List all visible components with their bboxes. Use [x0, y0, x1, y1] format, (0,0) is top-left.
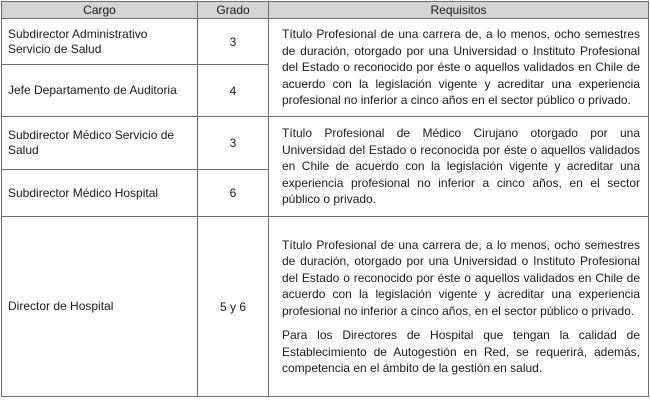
requirements-table: [1, 1, 649, 397]
header-row: [2, 2, 649, 19]
grado-cell: 5 y 6: [198, 217, 269, 397]
grado-cell: 3: [198, 117, 269, 170]
requisitos-text: Título Profesional de una carrera de, a lo menos, ocho semestres de duración, otorgado por una Universidad o Instituto Profesional del Estado o reconocido por éste o aquellos validados en Chile de acuerdo con la legislación vigente y acreditar una experiencia profesional no inferior a cinco años, en el sector público o privado.: [282, 237, 640, 318]
requisitos-cell: [269, 19, 649, 117]
header-grado: Grado: [198, 2, 269, 19]
grado-cell: 4: [198, 65, 269, 117]
requisitos-text: Título Profesional de Médico Cirujano otorgado por una Universidad del Estado o reconocida por éste o aquellos validados en Chile de acuerdo con la legislación vigente y acreditar una experiencia profesional no inferior a cinco años, en el sector público o privado.: [282, 126, 640, 207]
table-row: [2, 19, 649, 65]
cargo-cell: Jefe Departamento de Auditoria: [2, 65, 198, 117]
cargo-cell: Director de Hospital: [2, 217, 198, 397]
grado-cell: 6: [198, 170, 269, 217]
requisitos-cell: [269, 217, 649, 397]
cargo-cell: Subdirector Médico Hospital: [2, 170, 198, 217]
table-row: [2, 117, 649, 170]
header-cargo: Cargo: [2, 2, 198, 19]
header-requisitos: Requisitos: [269, 2, 649, 19]
cargo-cell: Subdirector Administrativo Servicio de Salud: [2, 19, 198, 65]
requisitos-cell: [269, 117, 649, 217]
requisitos-text: Título Profesional de una carrera de, a lo menos, ocho semestres de duración, otorgado por una Universidad o Instituto Profesional del Estado o reconocido por éste o aquellos validados en Chile de acuerdo con la legislación vigente y acreditar una experiencia profesional no inferior a cinco años en el sector público o privado.: [282, 27, 640, 108]
grado-cell: 3: [198, 19, 269, 65]
table-row: [2, 217, 649, 397]
cargo-cell: Subdirector Médico Servicio de Salud: [2, 117, 198, 170]
requisitos-note: Para los Directores de Hospital que tengan la calidad de Establecimiento de Autogestión en Red, se requerirá, además, competencia en el ámbito de la gestión en salud.: [282, 328, 640, 375]
